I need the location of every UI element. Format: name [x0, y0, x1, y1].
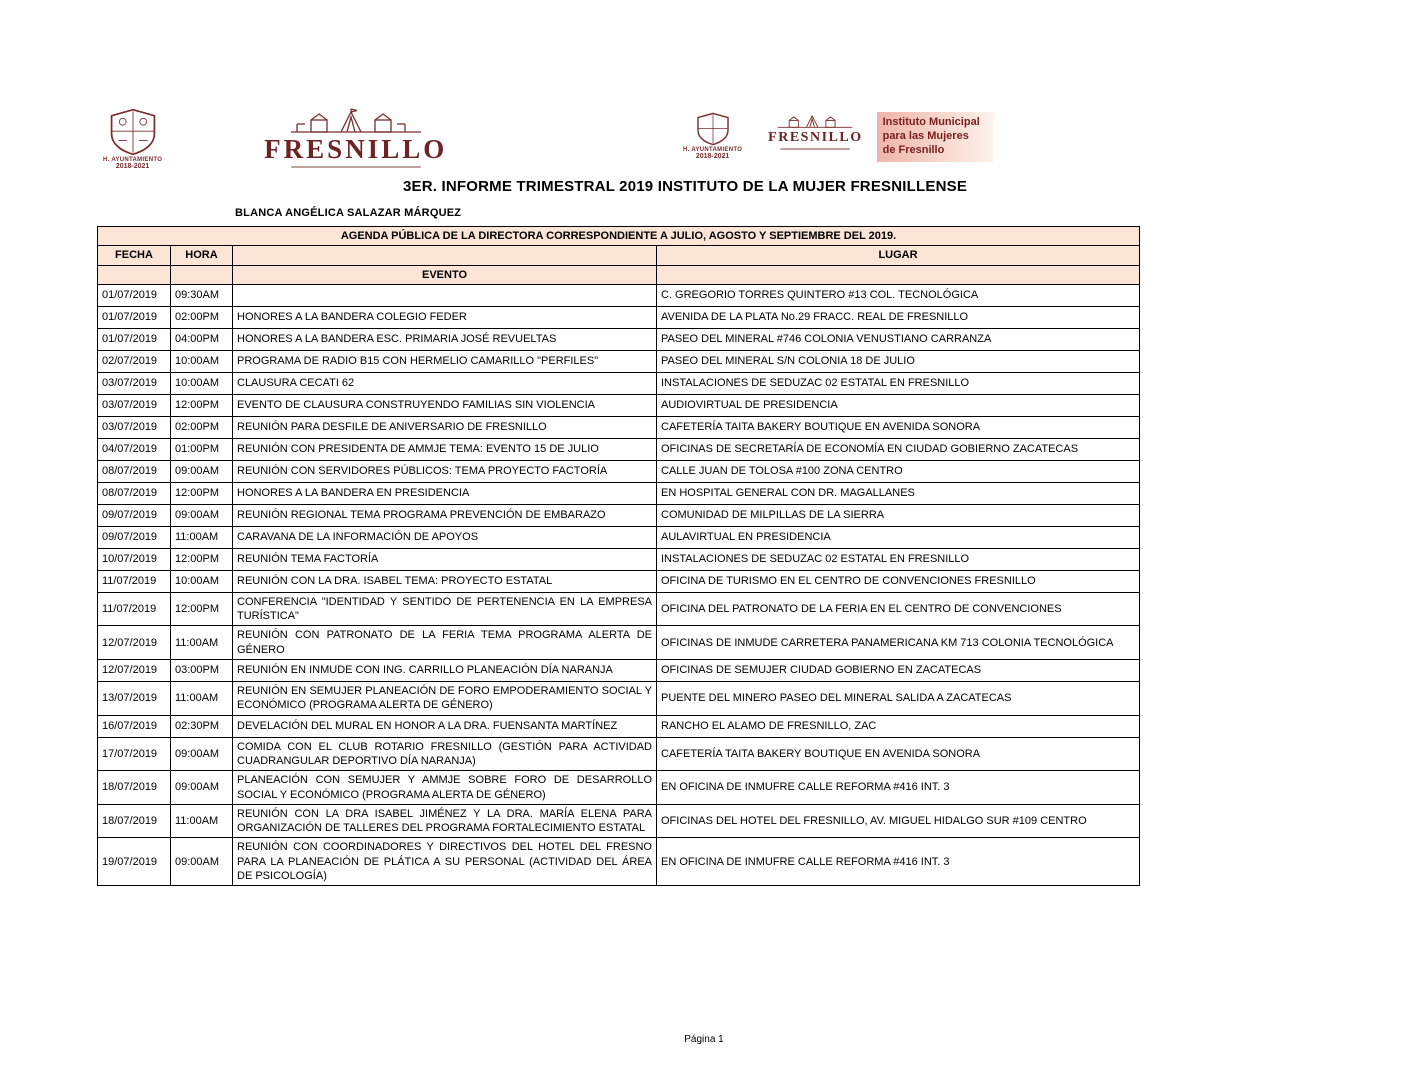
hora-cell: 11:00AM — [171, 682, 233, 716]
fecha-cell: 08/07/2019 — [98, 460, 171, 482]
lugar-cell: PASEO DEL MINERAL S/N COLONIA 18 DE JULIO — [657, 350, 1140, 372]
lugar-header: LUGAR — [657, 246, 1140, 265]
fecha-cell: 04/07/2019 — [98, 438, 171, 460]
table-row — [98, 438, 1140, 460]
table-row — [98, 804, 1140, 838]
fecha-cell: 01/07/2019 — [98, 328, 171, 350]
fecha-cell: 18/07/2019 — [98, 804, 171, 838]
hora-cell: 11:00AM — [171, 526, 233, 548]
evento-cell: PROGRAMA DE RADIO B15 CON HERMELIO CAMARILLO "PERFILES" — [233, 350, 657, 372]
evento-cell: REUNIÓN CON SERVIDORES PÚBLICOS: TEMA PROYECTO FACTORÍA — [233, 460, 657, 482]
fecha-cell: 16/07/2019 — [98, 715, 171, 737]
table-row — [98, 715, 1140, 737]
lugar-cell: PASEO DEL MINERAL #746 COLONIA VENUSTIANO CARRANZA — [657, 328, 1140, 350]
hora-cell: 04:00PM — [171, 328, 233, 350]
lugar-cell: OFICINAS DE INMUDE CARRETERA PANAMERICANA KM 713 COLONIA TECNOLÓGICA — [657, 626, 1140, 660]
crest-years: 2018-2021 — [115, 163, 150, 170]
lugar-cell: CAFETERÍA TAITA BAKERY BOUTIQUE EN AVENIDA SONORA — [657, 737, 1140, 771]
table-row — [98, 460, 1140, 482]
table-row — [98, 570, 1140, 592]
evento-cell: REUNIÓN CON LA DRA ISABEL JIMÉNEZ Y LA DRA. MARÍA ELENA PARA ORGANIZACIÓN DE TALLERES DEL PROGRAMA FORTALECIMIENTO ESTATAL — [233, 804, 657, 838]
fecha-cell: 03/07/2019 — [98, 416, 171, 438]
evento-header-row — [98, 265, 1140, 284]
fecha-cell: 12/07/2019 — [98, 626, 171, 660]
page-number: Página 1 — [684, 1034, 724, 1045]
author-name: BLANCA ANGÉLICA SALAZAR MÁRQUEZ — [235, 207, 462, 219]
lugar-cell: EN OFICINA DE INMUFRE CALLE REFORMA #416 INT. 3 — [657, 838, 1140, 886]
fresnillo-logo-text: FRESNILLO — [264, 134, 448, 164]
fecha-cell: 02/07/2019 — [98, 350, 171, 372]
header-logos-left — [103, 108, 447, 170]
crest-small-label: H. AYUNTAMIENTO — [683, 147, 743, 153]
hora-cell: 11:00AM — [171, 626, 233, 660]
mine-headframe-icon — [281, 108, 431, 134]
fresnillo-small-tagline — [780, 148, 850, 150]
lugar-cell: OFICINAS DE SEMUJER CIUDAD GOBIERNO EN ZACATECAS — [657, 660, 1140, 682]
lugar-cell: CALLE JUAN DE TOLOSA #100 ZONA CENTRO — [657, 460, 1140, 482]
fecha-cell: 03/07/2019 — [98, 372, 171, 394]
evento-cell: REUNIÓN CON LA DRA. ISABEL TEMA: PROYECTO ESTATAL — [233, 570, 657, 592]
shield-icon — [107, 108, 159, 156]
column-header-row — [98, 246, 1140, 265]
table-row — [98, 682, 1140, 716]
fecha-cell: 11/07/2019 — [98, 570, 171, 592]
evento-cell: PLANEACIÓN CON SEMUJER Y AMMJE SOBRE FORO DE DESARROLLO SOCIAL Y ECONÓMICO (PROGRAMA ALERTA DE GÉNERO) — [233, 771, 657, 805]
table-row — [98, 838, 1140, 886]
hora-header: HORA — [171, 246, 233, 265]
lugar-cell: AULAVIRTUAL EN PRESIDENCIA — [657, 526, 1140, 548]
fresnillo-wordmark-left — [264, 108, 447, 168]
hora-cell: 09:00AM — [171, 737, 233, 771]
table-row — [98, 737, 1140, 771]
fecha-cell: 13/07/2019 — [98, 682, 171, 716]
ayuntamiento-crest-icon — [103, 108, 162, 170]
agenda-table-body — [98, 284, 1140, 885]
evento-cell: CLAUSURA CECATI 62 — [233, 372, 657, 394]
fecha-cell: 12/07/2019 — [98, 660, 171, 682]
hora-cell: 09:30AM — [171, 284, 233, 306]
hora-cell: 12:00PM — [171, 482, 233, 504]
hora-cell: 03:00PM — [171, 660, 233, 682]
evento-cell: REUNIÓN REGIONAL TEMA PROGRAMA PREVENCIÓN DE EMBARAZO — [233, 504, 657, 526]
lugar-cell: OFICINAS DE SECRETARÍA DE ECONOMÍA EN CIUDAD GOBIERNO ZACATECAS — [657, 438, 1140, 460]
evento-cell: REUNIÓN CON COORDINADORES Y DIRECTIVOS DEL HOTEL DEL FRESNO PARA LA PLANEACIÓN DE PLÁTICA A SU PERSONAL (ACTIVIDAD DEL ÁREA DE PSICOLOGÍA) — [233, 838, 657, 886]
fresnillo-small-logo-text: FRESNILLO — [768, 130, 863, 145]
hora-cell: 10:00AM — [171, 570, 233, 592]
table-row — [98, 548, 1140, 570]
evento-cell: CARAVANA DE LA INFORMACIÓN DE APOYOS — [233, 526, 657, 548]
hora-cell: 02:30PM — [171, 715, 233, 737]
evento-cell: REUNIÓN PARA DESFILE DE ANIVERSARIO DE FRESNILLO — [233, 416, 657, 438]
table-row — [98, 482, 1140, 504]
header-logos-right — [683, 112, 993, 162]
fecha-spacer — [98, 265, 171, 284]
lugar-cell: INSTALACIONES DE SEDUZAC 02 ESTATAL EN FRESNILLO — [657, 548, 1140, 570]
fecha-cell: 01/07/2019 — [98, 284, 171, 306]
hora-cell: 09:00AM — [171, 771, 233, 805]
table-row — [98, 504, 1140, 526]
lugar-cell: PUENTE DEL MINERO PASEO DEL MINERAL SALIDA A ZACATECAS — [657, 682, 1140, 716]
hora-cell: 10:00AM — [171, 350, 233, 372]
evento-cell: REUNIÓN EN INMUDE CON ING. CARRILLO PLANEACIÓN DÍA NARANJA — [233, 660, 657, 682]
fecha-header: FECHA — [98, 246, 171, 265]
hora-cell: 11:00AM — [171, 804, 233, 838]
fecha-cell: 09/07/2019 — [98, 526, 171, 548]
fresnillo-tagline — [291, 166, 421, 168]
table-row — [98, 416, 1140, 438]
lugar-cell: CAFETERÍA TAITA BAKERY BOUTIQUE EN AVENIDA SONORA — [657, 416, 1140, 438]
hora-cell: 02:00PM — [171, 416, 233, 438]
hora-cell: 12:00PM — [171, 394, 233, 416]
fecha-cell: 10/07/2019 — [98, 548, 171, 570]
fecha-cell: 18/07/2019 — [98, 771, 171, 805]
agenda-title-row — [98, 227, 1140, 246]
mine-headframe-small-icon — [772, 112, 858, 130]
fecha-cell: 03/07/2019 — [98, 394, 171, 416]
evento-header-spacer — [233, 246, 657, 265]
lugar-cell: AUDIOVIRTUAL DE PRESIDENCIA — [657, 394, 1140, 416]
lugar-cell: OFICINA DEL PATRONATO DE LA FERIA EN EL CENTRO DE CONVENCIONES — [657, 592, 1140, 626]
evento-cell: EVENTO DE CLAUSURA CONSTRUYENDO FAMILIAS SIN VIOLENCIA — [233, 394, 657, 416]
fecha-cell: 09/07/2019 — [98, 504, 171, 526]
evento-cell: COMIDA CON EL CLUB ROTARIO FRESNILLO (GESTIÓN PARA ACTIVIDAD CUADRANGULAR DEPORTIVO DÍA NARANJA) — [233, 737, 657, 771]
fecha-cell: 11/07/2019 — [98, 592, 171, 626]
table-row — [98, 592, 1140, 626]
lugar-cell: EN OFICINA DE INMUFRE CALLE REFORMA #416 INT. 3 — [657, 771, 1140, 805]
fecha-cell: 19/07/2019 — [98, 838, 171, 886]
institute-line-2: para las Mujeres — [882, 130, 969, 143]
lugar-cell: OFICINA DE TURISMO EN EL CENTRO DE CONVENCIONES FRESNILLO — [657, 570, 1140, 592]
table-row — [98, 771, 1140, 805]
crest-small-years: 2018-2021 — [695, 153, 730, 160]
evento-cell: REUNIÓN CON PATRONATO DE LA FERIA TEMA PROGRAMA ALERTA DE GÉNERO — [233, 626, 657, 660]
lugar-cell: OFICINAS DEL HOTEL DEL FRESNILLO, AV. MIGUEL HIDALGO SUR #109 CENTRO — [657, 804, 1140, 838]
hora-cell: 09:00AM — [171, 504, 233, 526]
evento-cell: REUNIÓN EN SEMUJER PLANEACIÓN DE FORO EMPODERAMIENTO SOCIAL Y ECONÓMICO (PROGRAMA ALERTA DE GÉNERO) — [233, 682, 657, 716]
agenda-table — [97, 226, 1140, 886]
evento-cell: REUNIÓN CON PRESIDENTA DE AMMJE TEMA: EVENTO 15 DE JULIO — [233, 438, 657, 460]
table-row — [98, 372, 1140, 394]
lugar-cell: AVENIDA DE LA PLATA No.29 FRACC. REAL DE FRESNILLO — [657, 306, 1140, 328]
shield-small-icon — [695, 112, 731, 146]
fecha-cell: 08/07/2019 — [98, 482, 171, 504]
lugar-cell: EN HOSPITAL GENERAL CON DR. MAGALLANES — [657, 482, 1140, 504]
hora-cell: 09:00AM — [171, 838, 233, 886]
hora-cell: 12:00PM — [171, 592, 233, 626]
lugar-cell: COMUNIDAD DE MILPILLAS DE LA SIERRA — [657, 504, 1140, 526]
evento-header: EVENTO — [233, 265, 657, 284]
hora-cell: 02:00PM — [171, 306, 233, 328]
lugar-spacer — [657, 265, 1140, 284]
table-row — [98, 626, 1140, 660]
ayuntamiento-crest-small-icon — [683, 112, 742, 160]
evento-cell: HONORES A LA BANDERA ESC. PRIMARIA JOSÉ REVUELTAS — [233, 328, 657, 350]
evento-cell: DEVELACIÓN DEL MURAL EN HONOR A LA DRA. FUENSANTA MARTÍNEZ — [233, 715, 657, 737]
fresnillo-wordmark-right — [768, 112, 862, 150]
lugar-cell: RANCHO EL ALAMO DE FRESNILLO, ZAC — [657, 715, 1140, 737]
agenda-title: AGENDA PÚBLICA DE LA DIRECTORA CORRESPONDIENTE A JULIO, AGOSTO Y SEPTIEMBRE DEL 2019. — [98, 227, 1140, 246]
instituto-municipal-logo — [877, 112, 993, 162]
hora-cell: 12:00PM — [171, 548, 233, 570]
hora-cell: 01:00PM — [171, 438, 233, 460]
table-row — [98, 306, 1140, 328]
table-row — [98, 328, 1140, 350]
fecha-cell: 01/07/2019 — [98, 306, 171, 328]
institute-line-1: Instituto Municipal — [882, 116, 980, 129]
table-row — [98, 394, 1140, 416]
crest-label: H. AYUNTAMIENTO — [103, 157, 163, 163]
table-row — [98, 284, 1140, 306]
evento-cell: REUNIÓN TEMA FACTORÍA — [233, 548, 657, 570]
evento-cell: CONFERENCIA "IDENTIDAD Y SENTIDO DE PERTENENCIA EN LA EMPRESA TURÍSTICA" — [233, 592, 657, 626]
table-row — [98, 350, 1140, 372]
page-title: 3ER. INFORME TRIMESTRAL 2019 INSTITUTO DE LA MUJER FRESNILLENSE — [402, 178, 968, 195]
table-row — [98, 660, 1140, 682]
table-row — [98, 526, 1140, 548]
evento-cell: HONORES A LA BANDERA COLEGIO FEDER — [233, 306, 657, 328]
hora-spacer — [171, 265, 233, 284]
evento-cell — [233, 284, 657, 306]
lugar-cell: INSTALACIONES DE SEDUZAC 02 ESTATAL EN FRESNILLO — [657, 372, 1140, 394]
hora-cell: 10:00AM — [171, 372, 233, 394]
evento-cell: HONORES A LA BANDERA EN PRESIDENCIA — [233, 482, 657, 504]
hora-cell: 09:00AM — [171, 460, 233, 482]
institute-line-3: de Fresnillo — [882, 143, 945, 156]
fecha-cell: 17/07/2019 — [98, 737, 171, 771]
lugar-cell: C. GREGORIO TORRES QUINTERO #13 COL. TECNOLÓGICA — [657, 284, 1140, 306]
